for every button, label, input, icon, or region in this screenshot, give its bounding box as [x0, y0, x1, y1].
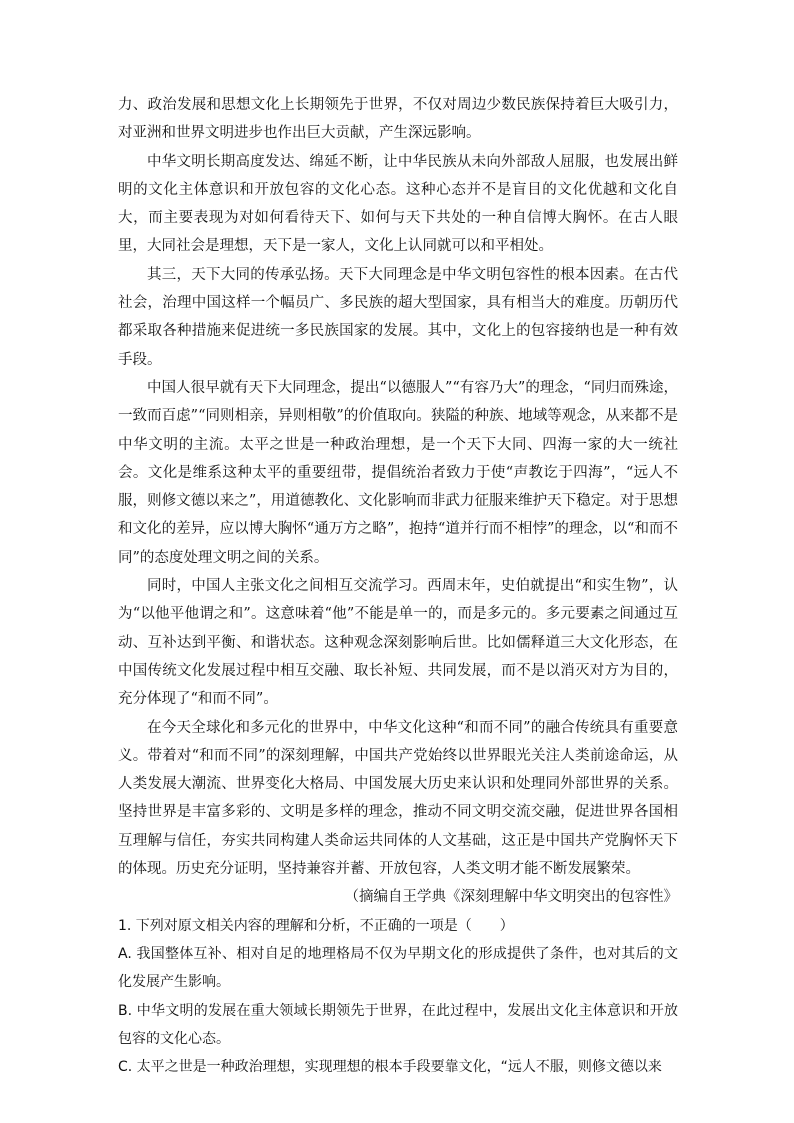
- document-page: [118, 91, 678, 1081]
- paragraph-continued: 力、政治发展和思想文化上长期领先于世界，不仅对周边少数民族保持着巨大吸引力，对亚洲和世界文明进步也作出巨大贡献，产生深远影响。: [118, 97, 678, 142]
- paragraph-great-harmony: 其三，天下大同的传承弘扬。天下大同理念是中华文明包容性的根本因素。在古代社会，治理中国这样一个幅员广、多民族的超大型国家，具有相当大的难度。历朝历代都采取各种措施来促进统一多民族国家的发展。其中，文化上的包容接纳也是一种有效手段。: [118, 266, 678, 368]
- source-citation: （摘编自王学典《深刻理解中华文明突出的包容性》: [344, 889, 678, 906]
- option-c: C. 太平之世是一种政治理想，实现理想的根本手段要靠文化，“远人不服，则修文德以来: [118, 1059, 662, 1076]
- option-a: A. 我国整体互补、相对自足的地理格局不仅为早期文化的形成提供了条件，也对其后的文化发展产生影响。: [118, 945, 678, 991]
- paragraph-cultural-mindset: 中华文明长期高度发达、绵延不断，让中华民族从未向外部敌人屈服，也发展出鲜明的文化主体意识和开放包容的文化心态。这种心态并不是盲目的文化优越和文化自大，而主要表现为对如何看待天下、如何与天下共处的一种自信博大胸怀。在古人眼里，大同社会是理想，天下是一家人，文化上认同就可以和平相处。: [118, 153, 678, 255]
- option-b: B. 中华文明的发展在重大领域长期领先于世界，在此过程中，发展出文化主体意识和开放包容的文化心态。: [118, 1002, 678, 1047]
- question-stem: 1. 下列对原文相关内容的理解和分析，不正确的一项是（ ）: [118, 917, 514, 934]
- paragraph-virtue-governance: 中国人很早就有天下大同理念，提出“以德服人”“有容乃大”的理念，“同归而殊途，一致而百虑”“同则相亲，异则相敬”的价值取向。狭隘的种族、地域等观念，从来都不是中华文明的主流。太平之世是一种政治理想，是一个天下大同、四海一家的大一统社会。文化是维系这种太平的重要纽带，提倡统治者致力于使“声教讫于四海”，“远人不服，则修文德以来之”，用道德教化、文化影响而非武力征服来维护天下稳定。对于思想和文化的差异，应以博大胸怀“通万方之略”，抱持“道并行而不相悖”的理念，以“和而不同”的态度处理文明之间的关系。: [118, 379, 678, 566]
- paragraph-cultural-exchange: 同时，中国人主张文化之间相互交流学习。西周末年，史伯就提出“和实生物”，认为“以他平他谓之和”。这意味着“他”不能是单一的，而是多元的。多元要素之间通过互动、互补达到平衡、和谐状态。这种观念深刻影响后世。比如儒释道三大文化形态，在中国传统文化发展过程中相互交融、取长补短、共同发展，而不是以消灭对方为目的，充分体现了“和而不同”。: [118, 578, 678, 708]
- paragraph-harmony-today: 在今天全球化和多元化的世界中，中华文化这种“和而不同”的融合传统具有重要意义。带着对“和而不同”的深刻理解，中国共产党始终以世界眼光关注人类前途命运，从人类发展大潮流、世界变化大格局、中国发展大历史来认识和处理同外部世界的关系。坚持世界是丰富多彩的、文明是多样的理念，推动不同文明交流交融，促进世界各国相互理解与信任，夯实共同构建人类命运共同体的人文基础，这正是中国共产党胸怀天下的体现。历史充分证明，坚持兼容并蓄、开放包容，人类文明才能不断发展繁荣。: [118, 719, 678, 878]
